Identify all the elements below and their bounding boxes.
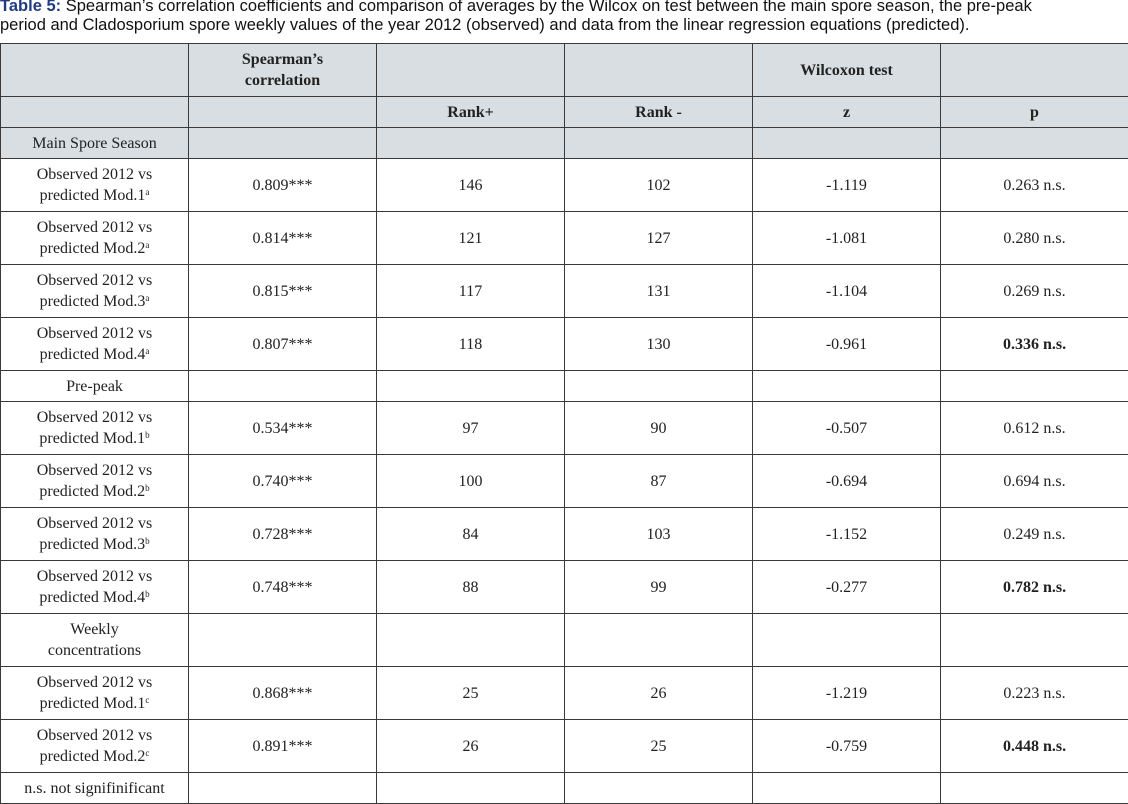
table-row [1,508,1128,561]
caption-text-1: Spearman’s correlation coefficients and comparison of averages by the Wilcox on test between the main spore season, the pre-peak [61,0,1032,15]
comparison-cell: Observed 2012 vs predicted Mod.4$^b$ [1,561,189,614]
table-caption [0,0,1128,35]
p-cell: 0.694 n.s. [941,455,1128,508]
header-wilcoxon: Wilcoxon test [753,44,941,97]
z-cell: -1.152 [753,508,941,561]
p-cell: 0.448 n.s. [941,720,1128,773]
header-empty-cell [377,44,565,97]
rank-plus-cell: 117 [377,265,565,318]
p-cell: 0.612 n.s. [941,402,1128,455]
header-empty-cell [565,44,753,97]
header-empty-cell [1,44,189,97]
comparison-cell: Observed 2012 vs predicted Mod.2$^b$ [1,455,189,508]
z-cell: -0.759 [753,720,941,773]
rank-minus-cell: 90 [565,402,753,455]
rank-minus-cell: 127 [565,212,753,265]
spearman-cell: 0.891*** [189,720,377,773]
spearman-cell: 0.748*** [189,561,377,614]
z-cell: -1.081 [753,212,941,265]
p-cell: 0.269 n.s. [941,265,1128,318]
header-row-2 [1,97,1128,128]
rank-minus-cell: 25 [565,720,753,773]
z-cell: -0.507 [753,402,941,455]
footnote: n.s. not signifinificant [1,773,189,804]
p-cell: 0.249 n.s. [941,508,1128,561]
table-row [1,212,1128,265]
rank-plus-cell: 100 [377,455,565,508]
section-label: Pre-peak [1,371,189,402]
rank-plus-cell: 25 [377,667,565,720]
table-row [1,720,1128,773]
rank-plus-cell: 121 [377,212,565,265]
spearman-cell: 0.807*** [189,318,377,371]
header-spearman: Spearman’s correlation [189,44,377,97]
p-cell: 0.223 n.s. [941,667,1128,720]
section-row-weekly [1,614,1128,667]
z-cell: -1.104 [753,265,941,318]
rank-plus-cell: 88 [377,561,565,614]
caption-line-1 [0,0,1128,16]
p-cell: 0.336 n.s. [941,318,1128,371]
rank-plus-cell: 84 [377,508,565,561]
header-empty-cell [1,97,189,128]
table-row [1,159,1128,212]
header-z: z [753,97,941,128]
caption-line-2: period and Cladosporium spore weekly values of the year 2012 (observed) and data from the linear regression equations (predicted). [0,16,1128,35]
header-row-1 [1,44,1128,97]
table-row [1,561,1128,614]
comparison-cell: Observed 2012 vs predicted Mod.1$^b$ [1,402,189,455]
comparison-cell: Observed 2012 vs predicted Mod.1$^c$ [1,667,189,720]
z-cell: -0.277 [753,561,941,614]
p-cell: 0.280 n.s. [941,212,1128,265]
comparison-cell: Observed 2012 vs predicted Mod.4$^a$ [1,318,189,371]
section-label: Main Spore Season [1,128,189,159]
comparison-cell: Observed 2012 vs predicted Mod.2$^a$ [1,212,189,265]
spearman-cell: 0.728*** [189,508,377,561]
header-rank-minus: Rank - [565,97,753,128]
caption-label: Table 5: [0,0,61,15]
table-row [1,318,1128,371]
rank-plus-cell: 97 [377,402,565,455]
spearman-cell: 0.534*** [189,402,377,455]
p-cell: 0.782 n.s. [941,561,1128,614]
table-row [1,402,1128,455]
spearman-cell: 0.815*** [189,265,377,318]
spearman-cell: 0.809*** [189,159,377,212]
header-empty-cell [189,97,377,128]
section-row-main [1,128,1128,159]
rank-plus-cell: 26 [377,720,565,773]
table-row [1,265,1128,318]
comparison-cell: Observed 2012 vs predicted Mod.1$^a$ [1,159,189,212]
rank-minus-cell: 99 [565,561,753,614]
z-cell: -0.961 [753,318,941,371]
z-cell: -1.119 [753,159,941,212]
rank-minus-cell: 102 [565,159,753,212]
rank-plus-cell: 146 [377,159,565,212]
table-row [1,667,1128,720]
rank-minus-cell: 103 [565,508,753,561]
comparison-cell: Observed 2012 vs predicted Mod.3$^b$ [1,508,189,561]
table-row [1,455,1128,508]
section-row-prepeak [1,371,1128,402]
z-cell: -1.219 [753,667,941,720]
comparison-cell: Observed 2012 vs predicted Mod.3$^a$ [1,265,189,318]
rank-minus-cell: 130 [565,318,753,371]
spearman-cell: 0.740*** [189,455,377,508]
section-label: Weekly concentrations [1,614,189,667]
header-empty-cell [941,44,1128,97]
rank-minus-cell: 87 [565,455,753,508]
comparison-cell: Observed 2012 vs predicted Mod.2$^c$ [1,720,189,773]
header-p: p [941,97,1128,128]
spearman-cell: 0.868*** [189,667,377,720]
rank-plus-cell: 118 [377,318,565,371]
results-table [0,43,1128,804]
spearman-cell: 0.814*** [189,212,377,265]
footnote-row [1,773,1128,804]
rank-minus-cell: 131 [565,265,753,318]
rank-minus-cell: 26 [565,667,753,720]
z-cell: -0.694 [753,455,941,508]
header-rank-plus: Rank+ [377,97,565,128]
p-cell: 0.263 n.s. [941,159,1128,212]
